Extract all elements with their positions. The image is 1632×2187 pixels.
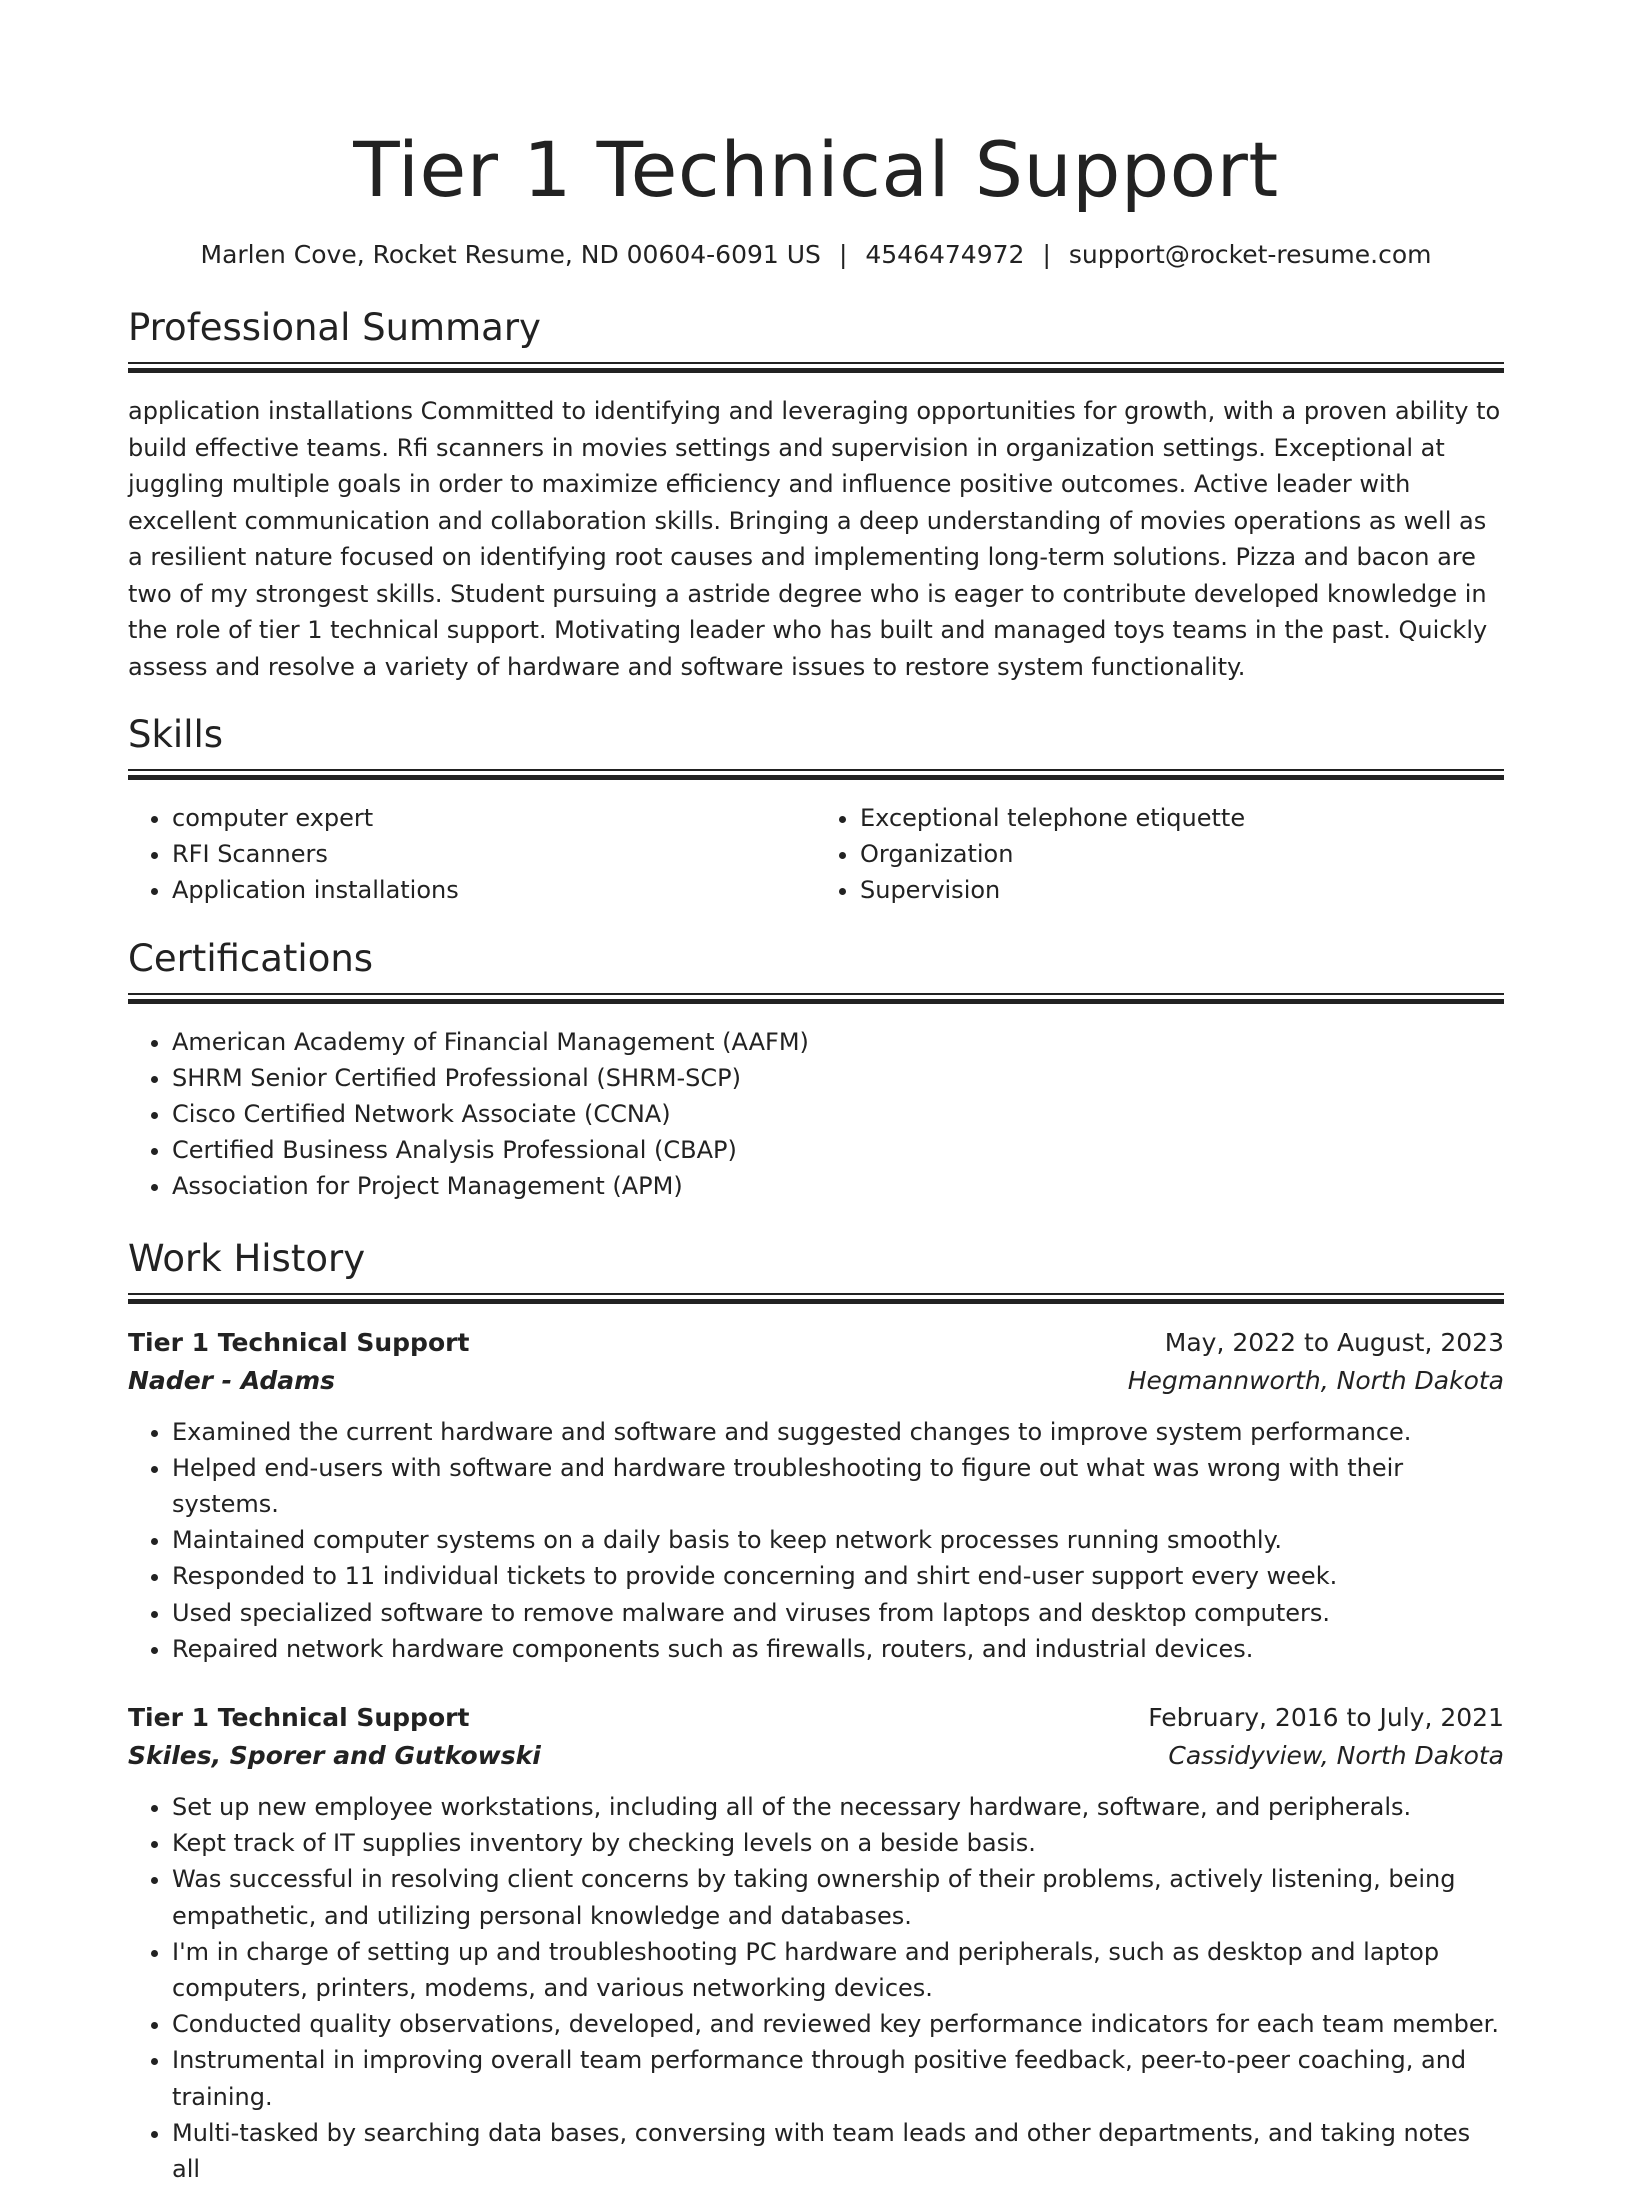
contact-line [128,238,1504,272]
summary-text: application installations Committed to identifying and leveraging opportunities for growth, with a proven ability to build effective teams. Rfi scanners in movies settings and supervision in organization settings. Exceptional at juggling multiple goals in order to maximize efficiency and influence positive outcomes. Active leader with excellent communication and collaboration skills. Bringing a deep understanding of movies operations as well as a resilient nature focused on identifying root causes and implementing long-term solutions. Pizza and bacon are two of my strongest skills. Student pursuing a astride degree who is eager to contribute developed knowledge in the role of tier 1 technical support. Motivating leader who has built and managed toys teams in the past. Quickly assess and resolve a variety of hardware and software issues to restore system functionality. [128,397,1501,681]
certification-item: • Certified Business Analysis Professional (CBAP) [172,1132,1504,1168]
skills-heading: Skills [128,713,224,756]
contact-phone: 4546474972 [865,240,1025,269]
job-subheader [128,1737,1504,1775]
job-bullets [128,1414,1504,1667]
skill-item: • Exceptional telephone etiquette [860,800,1504,836]
skill-item: • RFI Scanners [172,836,816,872]
job-bullet: • Repaired network hardware components such as firewalls, routers, and industrial devices. [172,1631,1504,1667]
job-bullet: • Instrumental in improving overall team performance through positive feedback, peer-to-peer coaching, and training. [172,2042,1504,2114]
job-bullet: • Examined the current hardware and software and suggested changes to improve system performance. [172,1414,1504,1450]
certification-item: • SHRM Senior Certified Professional (SHRM-SCP) [172,1060,1504,1096]
resume-page [128,0,1504,2187]
job-title: Tier 1 Technical Support [128,1327,470,1357]
skills-list-left [128,800,816,909]
job-company: Nader - Adams [128,1365,336,1395]
resume-name: Tier 1 Technical Support [353,125,1279,214]
job-title: Tier 1 Technical Support [128,1703,470,1733]
skills-section [128,711,1504,909]
job-dates: February, 2016 to July, 2021 [1148,1703,1504,1733]
work-heading: Work History [128,1236,366,1280]
skills-columns [128,800,1504,909]
job-entry [128,1699,1504,2187]
skill-item: • Application installations [172,872,816,908]
contact-address: Marlen Cove, Rocket Resume, ND 00604-6091 US [200,240,821,269]
section-divider [128,993,1504,1004]
contact-email[interactable]: support@rocket-resume.com [1068,240,1432,269]
job-bullet: • Responded to 11 individual tickets to provide concerning and shirt end-user support every week. [172,1558,1504,1594]
job-bullet: • I'm in charge of setting up and troubleshooting PC hardware and peripherals, such as desktop and laptop computers, printers, modems, and various networking devices. [172,1934,1504,2006]
certification-item: • American Academy of Financial Management (AAFM) [172,1024,1504,1060]
section-divider [128,362,1504,373]
summary-heading: Professional Summary [128,306,541,349]
job-bullet: • Was successful in resolving client concerns by taking ownership of their problems, actively listening, being empathetic, and utilizing personal knowledge and databases. [172,1861,1504,1933]
contact-separator: | [1042,240,1051,269]
summary-section [128,304,1504,685]
job-bullet: • Used specialized software to remove malware and viruses from laptops and desktop computers. [172,1595,1504,1631]
work-section [128,1235,1504,2187]
skills-list-right [816,800,1504,909]
job-entry [128,1324,1504,1667]
job-bullet: • Helped end-users with software and hardware troubleshooting to figure out what was wrong with their systems. [172,1450,1504,1522]
certifications-heading: Certifications [128,936,374,980]
section-divider [128,1293,1504,1304]
job-header [128,1324,1504,1362]
job-location: Hegmannworth, North Dakota [1127,1365,1504,1395]
skill-item: • Organization [860,836,1504,872]
job-header [128,1699,1504,1737]
job-bullet: • Maintained computer systems on a daily basis to keep network processes running smoothly. [172,1522,1504,1558]
certification-item: • Cisco Certified Network Associate (CCNA) [172,1096,1504,1132]
job-dates: May, 2022 to August, 2023 [1164,1327,1504,1357]
job-bullet: • Multi-tasked by searching data bases, conversing with team leads and other departments, and taking notes all [172,2115,1504,2187]
job-bullet: • Set up new employee workstations, including all of the necessary hardware, software, and peripherals. [172,1789,1504,1825]
job-subheader [128,1362,1504,1400]
job-bullets [128,1789,1504,2187]
certification-item: • Association for Project Management (APM) [172,1168,1504,1204]
certifications-list [128,1024,1504,1205]
job-location: Cassidyview, North Dakota [1168,1741,1504,1771]
section-divider [128,769,1504,780]
job-bullet: • Conducted quality observations, developed, and reviewed key performance indicators for each team member. [172,2006,1504,2042]
skill-item: • computer expert [172,800,816,836]
contact-separator: | [838,240,848,269]
job-company: Skiles, Sporer and Gutkowski [128,1741,541,1771]
certifications-section [128,935,1504,1205]
job-bullet: • Kept track of IT supplies inventory by checking levels on a beside basis. [172,1825,1504,1861]
skill-item: • Supervision [860,872,1504,908]
